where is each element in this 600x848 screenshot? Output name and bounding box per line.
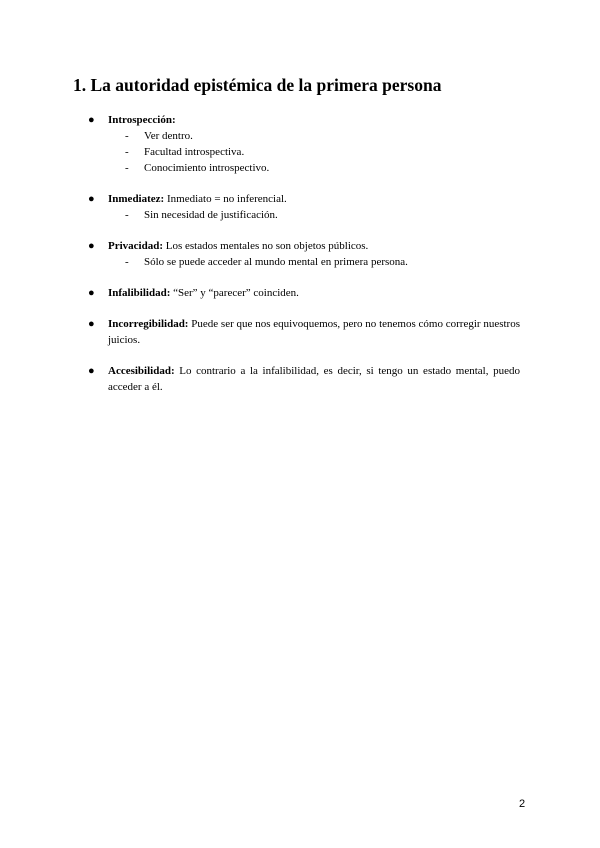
bullet-icon: ● xyxy=(88,365,95,377)
item-term: Infalibilidad: xyxy=(108,287,171,299)
dash-icon: - xyxy=(125,162,129,174)
bullet-icon: ● xyxy=(88,193,95,205)
page-number: 2 xyxy=(519,798,526,810)
list-item-infalibilidad xyxy=(88,285,520,301)
sublist-item-text: Facultad introspectiva. xyxy=(144,146,245,158)
bullet-icon: ● xyxy=(88,287,95,299)
bullet-icon: ● xyxy=(88,114,95,126)
sublist xyxy=(108,207,520,223)
sublist-item xyxy=(108,128,520,144)
sublist xyxy=(108,128,520,176)
section-heading: 1. La autoridad epistémica de la primera persona xyxy=(73,75,442,95)
dash-icon: - xyxy=(125,256,129,268)
item-term: Inmediatez: xyxy=(108,193,165,205)
dash-icon: - xyxy=(125,146,129,158)
list-item-incorregibilidad xyxy=(88,316,520,348)
item-text: Lo contrario a la infalibilidad, es decir, si tengo un estado mental, puedo acceder a él. xyxy=(108,365,520,393)
sublist-item-text: Conocimiento introspectivo. xyxy=(144,162,270,174)
sublist-item xyxy=(108,207,520,223)
list-item-inmediatez xyxy=(88,191,520,223)
dash-icon: - xyxy=(125,130,129,142)
item-text: Puede ser que nos equivoquemos, pero no tenemos cómo corregir nuestros juicios. xyxy=(108,318,520,346)
item-text: Inmediato = no inferencial. xyxy=(164,193,287,205)
item-term: Privacidad: xyxy=(108,240,163,252)
list-item-accesibilidad xyxy=(88,363,520,395)
item-term: Accesibilidad: xyxy=(108,365,175,377)
item-term: Incorregibilidad: xyxy=(108,318,189,330)
bullet-icon: ● xyxy=(88,240,95,252)
sublist-item xyxy=(108,144,520,160)
list-item-introspeccion xyxy=(88,112,520,176)
sublist-item-text: Sólo se puede acceder al mundo mental en primera persona. xyxy=(144,256,408,268)
sublist-item-text: Ver dentro. xyxy=(144,130,193,142)
item-text: “Ser” y “parecer” coinciden. xyxy=(170,287,299,299)
dash-icon: - xyxy=(125,209,129,221)
list-item-privacidad xyxy=(88,238,520,270)
sublist-item xyxy=(108,254,520,270)
properties-list xyxy=(88,112,520,410)
item-text: Los estados mentales no son objetos públicos. xyxy=(163,240,369,252)
bullet-icon: ● xyxy=(88,318,95,330)
sublist-item-text: Sin necesidad de justificación. xyxy=(144,209,278,221)
item-term: Introspección: xyxy=(108,114,176,126)
sublist xyxy=(108,254,520,270)
sublist-item xyxy=(108,160,520,176)
